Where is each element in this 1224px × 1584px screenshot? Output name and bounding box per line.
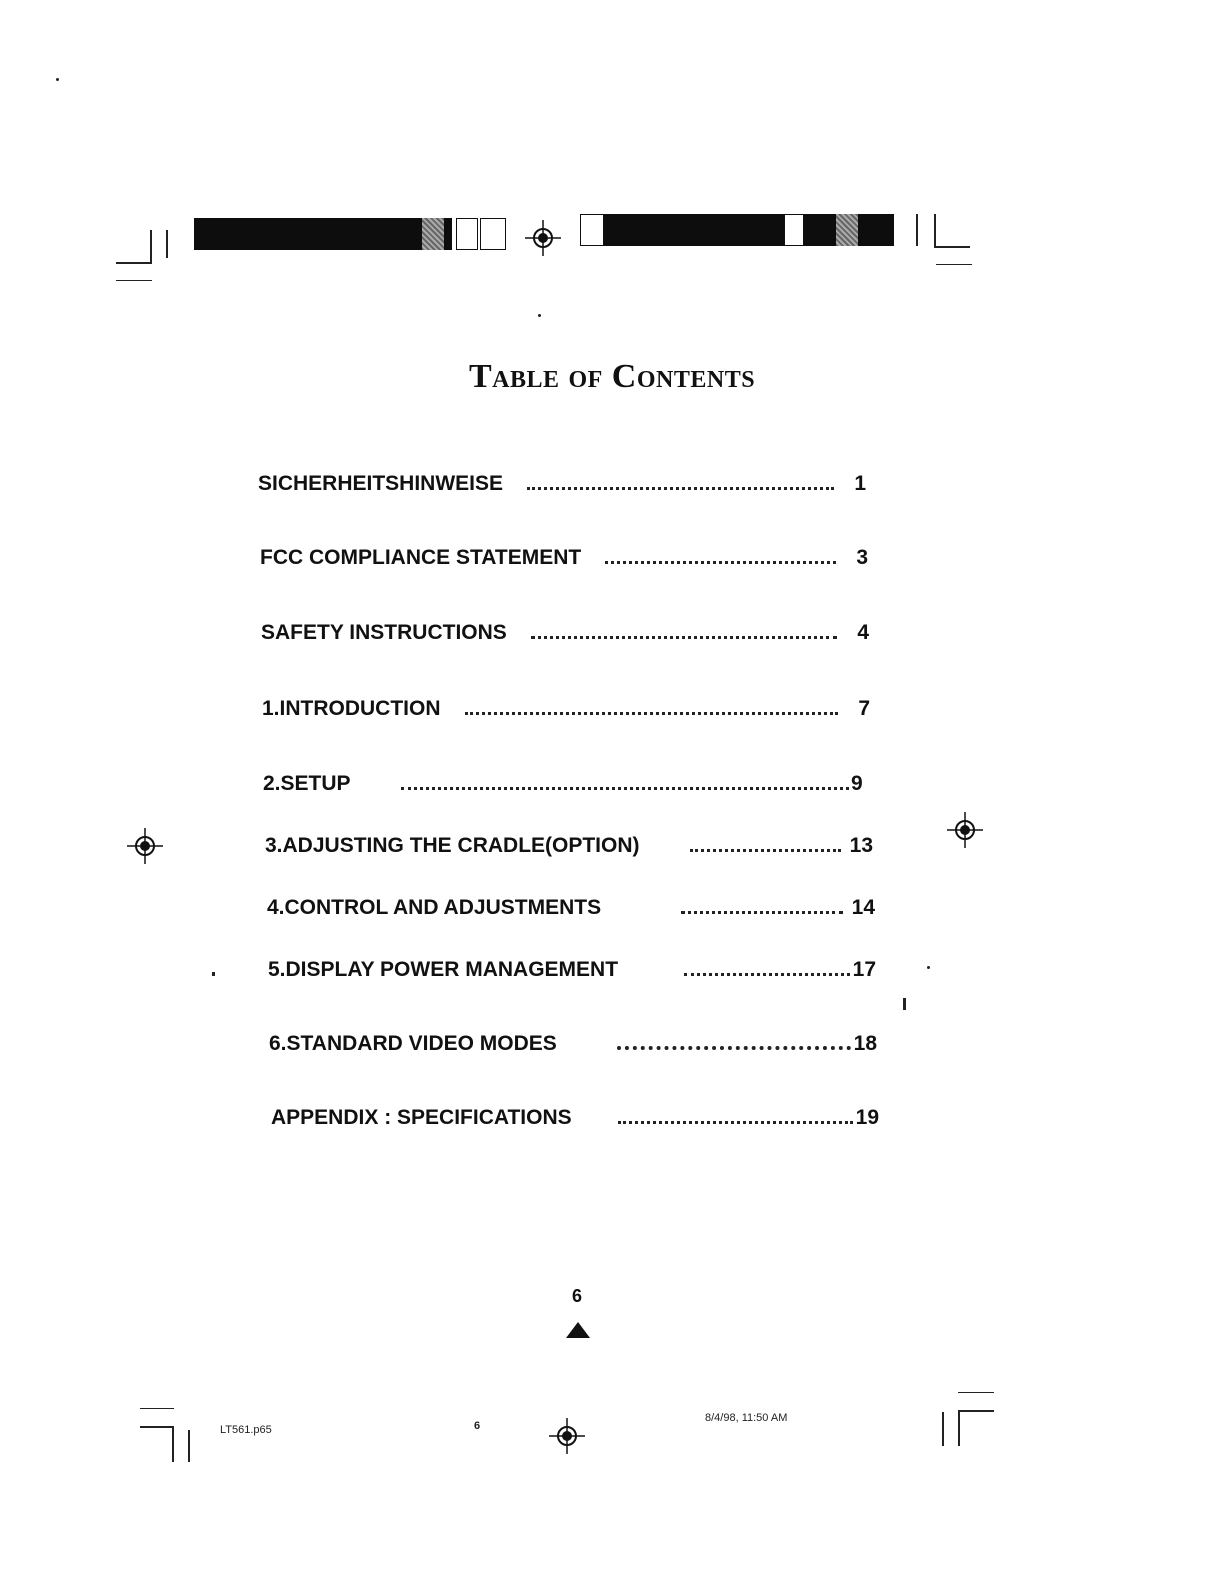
toc-leader [465, 711, 839, 715]
crop-mark-top-left-vertical [150, 230, 152, 262]
toc-leader [617, 1045, 851, 1050]
toc-entry-page: 14 [851, 896, 875, 919]
footer-page: 6 [474, 1420, 481, 1432]
toc-entry-label: SAFETY INSTRUCTIONS [261, 621, 507, 644]
crop-mark-top-left-horizontal-2 [116, 280, 152, 281]
crop-mark-top-left-vertical-2 [166, 230, 168, 258]
toc-entry-page: 17 [852, 958, 876, 981]
toc-leader [684, 972, 850, 976]
color-bar-right [580, 214, 894, 246]
crosshair-circle-icon [947, 812, 983, 848]
toc-entry-label: 1.INTRODUCTION [262, 697, 441, 720]
toc-entry [269, 1032, 877, 1060]
scan-speck [56, 78, 59, 81]
toc-leader [681, 910, 843, 914]
crop-mark-top-right-horizontal [934, 246, 970, 248]
toc-entry-label: FCC COMPLIANCE STATEMENT [260, 546, 582, 569]
toc-entry-label: APPENDIX : SPECIFICATIONS [271, 1106, 572, 1129]
toc-entry [267, 896, 875, 924]
crop-mark-bottom-left-vertical [172, 1426, 174, 1462]
toc-leader [527, 486, 834, 490]
toc-leader [401, 786, 849, 790]
toc-entry-page: 13 [849, 834, 873, 857]
toc-entry-page: 7 [858, 697, 870, 720]
toc-entry [271, 1106, 879, 1134]
toc-entry-label: 6.STANDARD VIDEO MODES [269, 1032, 557, 1055]
crop-mark-bottom-left-vertical-2 [188, 1430, 190, 1462]
crop-mark-bottom-right-horizontal-2 [958, 1392, 994, 1393]
toc-entry [258, 472, 866, 500]
crosshair-circle-icon [549, 1418, 585, 1454]
toc-entry-page: 9 [851, 772, 863, 795]
crop-mark-top-right-vertical [916, 214, 918, 246]
toc-leader [605, 560, 836, 564]
toc-entry [263, 772, 863, 800]
triangle-up-icon [566, 1322, 590, 1338]
toc-entry-page: 1 [854, 472, 866, 495]
crop-mark-bottom-right-vertical-2 [958, 1410, 960, 1446]
crop-mark-bottom-left-horizontal-2 [140, 1426, 174, 1428]
crop-mark-top-left-horizontal [116, 262, 152, 264]
toc-entry-label: 5.DISPLAY POWER MANAGEMENT [268, 958, 619, 981]
toc-entry [261, 621, 869, 649]
crop-mark-bottom-left-horizontal [140, 1408, 174, 1409]
toc-entry-label: 2.SETUP [263, 772, 351, 795]
crosshair-circle-icon [127, 828, 163, 864]
crop-mark-top-right-vertical-2 [934, 214, 936, 248]
crop-mark-bottom-right-horizontal [958, 1410, 994, 1412]
crop-mark-top-right-horizontal-2 [936, 264, 972, 265]
scan-speck [212, 972, 215, 976]
toc-entry-page: 18 [853, 1032, 877, 1055]
scan-speck [903, 998, 906, 1010]
scan-speck [538, 314, 541, 317]
color-bar-left [194, 218, 506, 250]
toc-entry-page: 3 [856, 546, 868, 569]
toc-entry-label: 4.CONTROL AND ADJUSTMENTS [267, 896, 602, 919]
toc-entry-label: 3.ADJUSTING THE CRADLE(OPTION) [265, 834, 640, 857]
scan-speck [927, 966, 930, 969]
crop-mark-bottom-right-vertical [942, 1412, 944, 1446]
toc-leader [618, 1120, 853, 1124]
toc-entry-page: 4 [857, 621, 869, 644]
toc-entry-label: SICHERHEITSHINWEISE [258, 472, 504, 495]
toc-entry [262, 697, 870, 725]
toc-entry [268, 958, 876, 986]
footer-filename: LT561.p65 [220, 1424, 272, 1436]
toc-entry-page: 19 [855, 1106, 879, 1129]
toc-leader [690, 848, 841, 852]
toc-entry [265, 834, 873, 862]
toc-leader [531, 635, 837, 639]
page-number: 6 [571, 1286, 582, 1306]
crosshair-circle-icon [525, 220, 561, 256]
footer-timestamp: 8/4/98, 11:50 AM [705, 1412, 788, 1424]
page-title: Table of Contents [468, 358, 756, 395]
toc-entry [260, 546, 868, 574]
